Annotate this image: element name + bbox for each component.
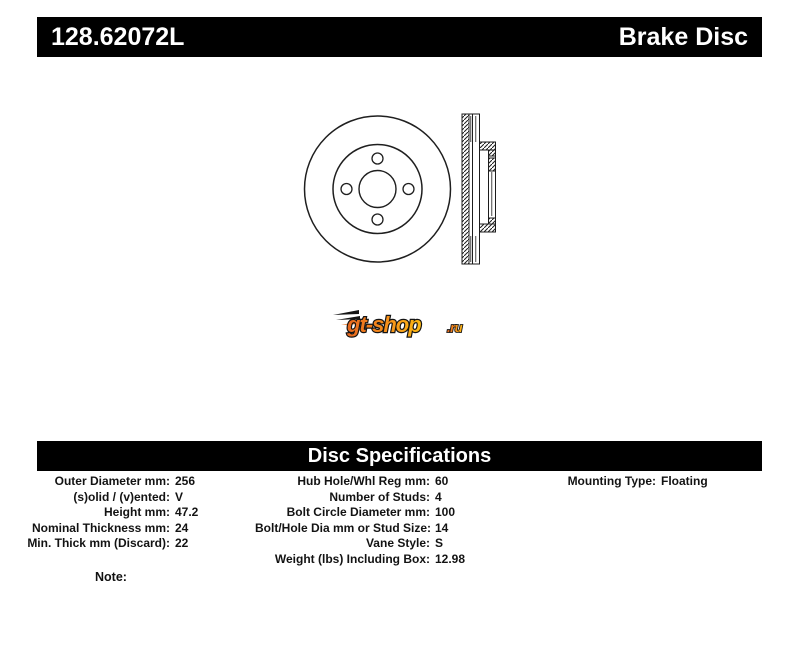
watermark-suffix: .ru <box>447 320 463 335</box>
spec-label: Vane Style: <box>365 536 430 551</box>
spec-label: (s)olid / (v)ented: <box>73 489 170 504</box>
spec-label: Number of Studs: <box>329 489 430 504</box>
spec-row <box>556 474 708 490</box>
spec-value: 100 <box>435 505 456 520</box>
spec-row <box>20 536 198 552</box>
spec-section-title: Disc Specifications <box>307 444 492 467</box>
spec-label: Outer Diameter mm: <box>54 474 170 488</box>
spec-label: Weight (lbs) Including Box: <box>274 551 430 566</box>
spec-value: 14 <box>435 520 449 535</box>
spec-row <box>20 490 198 506</box>
spec-row <box>255 474 465 490</box>
brake-disc-cross-section <box>462 114 496 264</box>
note-label: Note: <box>95 570 127 584</box>
spec-value: 22 <box>175 536 189 551</box>
watermark-text: gt-shop <box>347 312 421 337</box>
spec-label: Nominal Thickness mm: <box>31 520 170 535</box>
spec-label: Hub Hole/Whl Reg mm: <box>297 474 430 488</box>
spec-label: Mounting Type: <box>567 474 656 488</box>
gt-shop-watermark-logo <box>333 306 483 340</box>
spec-value: Floating <box>661 474 708 488</box>
spec-row <box>20 505 198 521</box>
spec-label: Bolt/Hole Dia mm or Stud Size: <box>255 520 432 535</box>
spec-value: 60 <box>435 474 449 488</box>
brake-disc-front-view <box>305 116 451 262</box>
spec-label: Height mm: <box>104 505 170 520</box>
spec-row <box>20 521 198 537</box>
spec-value: S <box>435 536 444 551</box>
spec-value: 12.98 <box>435 551 466 566</box>
spec-row <box>20 474 198 490</box>
spec-row <box>255 505 465 521</box>
spec-row <box>255 521 465 537</box>
part-number: 128.62072L <box>51 22 185 51</box>
page-title: Brake Disc <box>618 22 748 51</box>
spec-row <box>255 490 465 506</box>
spec-column-left <box>20 474 198 552</box>
spec-value: 24 <box>175 520 189 535</box>
spec-value: 256 <box>175 474 196 488</box>
spec-row <box>255 552 465 568</box>
spec-value: 4 <box>435 489 442 504</box>
header-bar <box>37 17 762 57</box>
brake-disc-technical-drawing <box>285 95 510 280</box>
spec-label: Min. Thick mm (Discard): <box>27 536 170 551</box>
spec-column-middle <box>255 474 465 568</box>
spec-row <box>255 536 465 552</box>
spec-section-header <box>37 441 762 471</box>
spec-column-right <box>556 474 708 490</box>
spec-label: Bolt Circle Diameter mm: <box>286 505 430 520</box>
spec-value: 47.2 <box>175 505 199 520</box>
spec-value: V <box>175 489 184 504</box>
